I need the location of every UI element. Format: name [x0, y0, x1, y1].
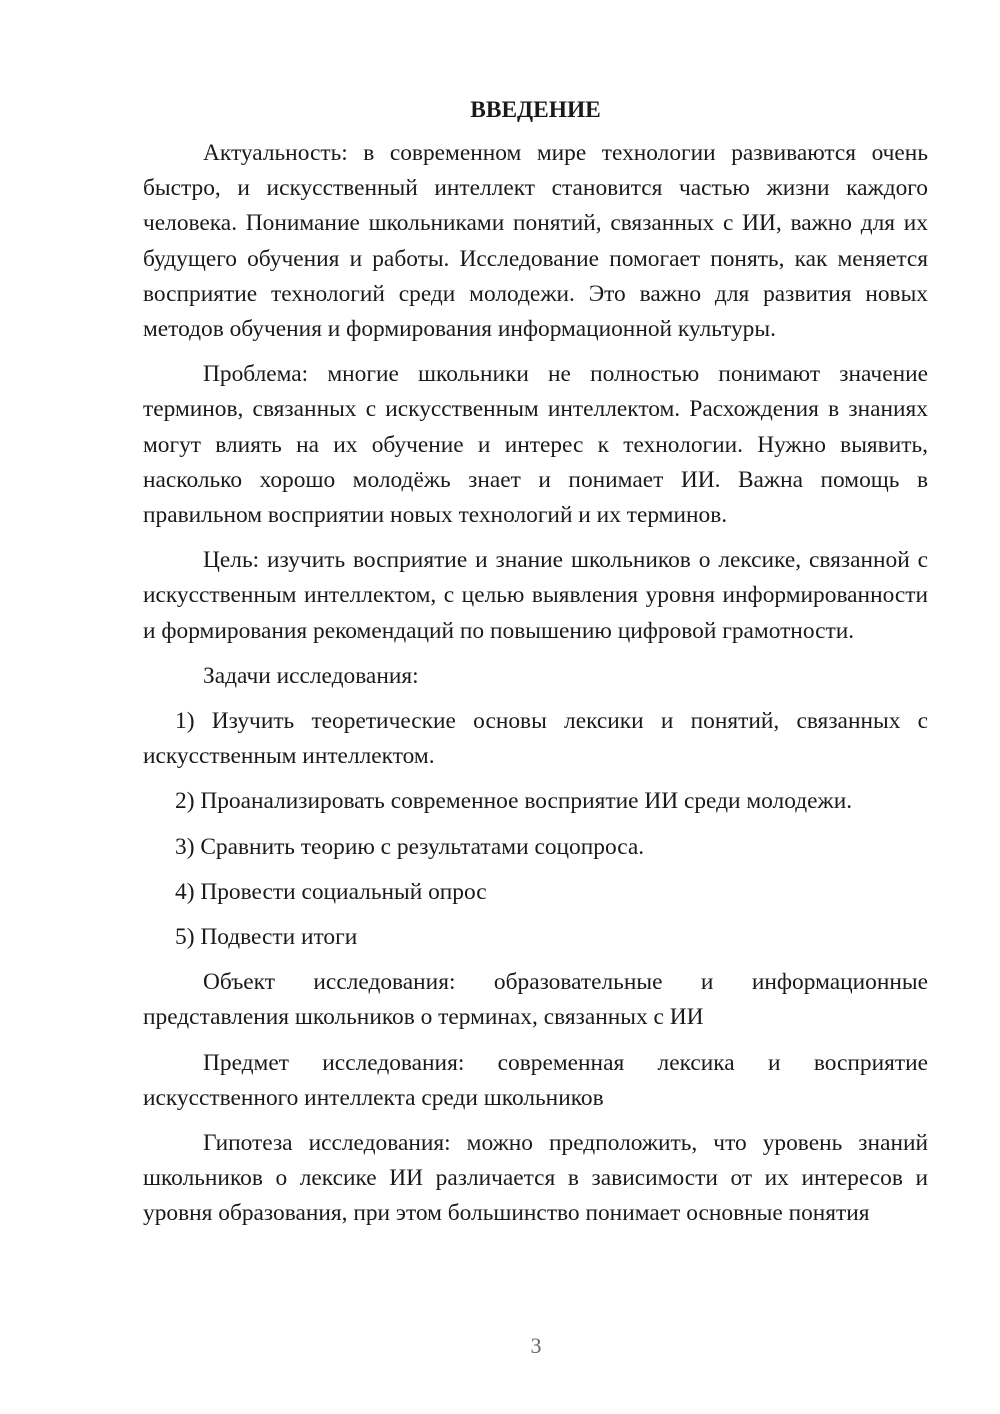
paragraph-goal: Цель: изучить восприятие и знание школьников о лексике, связанной с искусственным интеллектом, с целью выявления уровня информированности и формирования рекомендаций по повышению цифровой грамотности.: [143, 547, 928, 644]
list-item: 5) Подвести итоги: [175, 924, 358, 951]
paragraph-relevance: Актуальность: в современном мире технологии развиваются очень быстро, и искусственный интеллект становится частью жизни каждого человека. Понимание школьниками понятий, связанных с ИИ, важно для их будущего обучения и работы. Исследование помогает понять, как меняется восприятие технологий среди молодежи. Это важно для развития новых методов обучения и формирования информационной культуры.: [143, 140, 928, 343]
paragraph-problem: Проблема: многие школьники не полностью понимают значение терминов, связанных с искусственным интеллектом. Расхождения в знаниях могут влиять на их обучение и интерес к технологии. Нужно выявить, насколько хорошо молодёжь знает и понимает ИИ. Важна помощь в правильном восприятии новых технологий и их терминов.: [143, 361, 928, 529]
tasks-heading: Задачи исследования:: [203, 662, 419, 689]
paragraph-hypothesis: Гипотеза исследования: можно предположить, что уровень знаний школьников о лексике ИИ различается в зависимости от их интересов и уровня образования, при этом большинство понимает основные понятия: [143, 1130, 928, 1227]
list-item: 4) Провести социальный опрос: [175, 878, 487, 905]
page-number: 3: [530, 1333, 542, 1358]
paragraph-subject: Предмет исследования: современная лексика и восприятие искусственного интеллекта среди школьников: [143, 1049, 928, 1111]
list-item: 2) Проанализировать современное восприятие ИИ среди молодежи.: [175, 788, 853, 815]
page-body: [143, 94, 928, 1242]
section-title: ВВЕДЕНИЕ: [470, 97, 601, 123]
list-item: 1) Изучить теоретические основы лексики и понятий, связанных с искусственным интеллектом.: [143, 708, 928, 770]
list-item: 3) Сравнить теорию с результатами соцопроса.: [175, 833, 645, 860]
tasks-list: [143, 704, 928, 955]
paragraph-object: Объект исследования: образовательные и информационные представления школьников о терминах, связанных с ИИ: [143, 969, 928, 1031]
